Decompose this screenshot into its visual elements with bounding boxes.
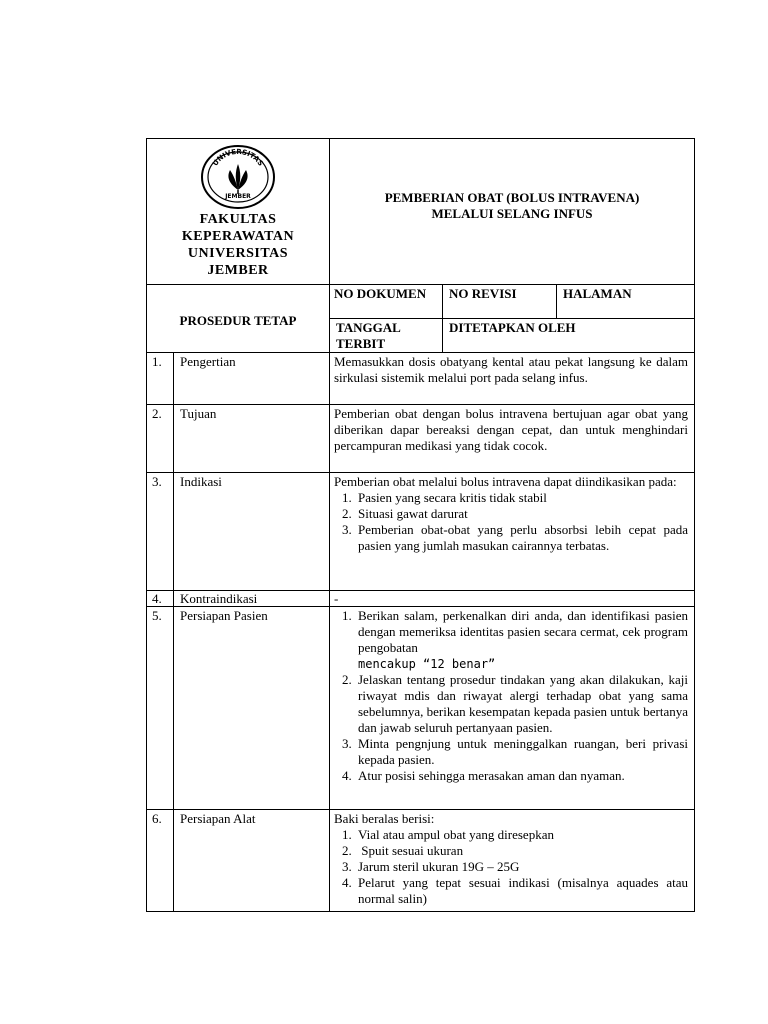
list-item: 3. Minta pengnjung untuk meninggalkan ruangan, beri privasi kepada pasien.: [342, 736, 688, 767]
row-label: Indikasi: [180, 474, 222, 489]
row-label: Persiapan Pasien: [180, 608, 268, 623]
svg-text:UNIVERSITAS: UNIVERSITAS: [211, 147, 265, 168]
list-item: 4. Pelarut yang tepat sesuai indikasi (misalnya aquades atau normal salin): [342, 875, 688, 906]
row-intro: Baki beralas berisi:: [334, 811, 435, 826]
row-number: 5.: [152, 608, 162, 623]
row-label: Kontraindikasi: [180, 591, 258, 606]
row-label: Persiapan Alat: [180, 811, 256, 826]
row-number: 4.: [152, 591, 162, 606]
persiapan-alat-list: [334, 827, 688, 907]
faculty-name: FAKULTAS KEPERAWATAN UNIVERSITAS JEMBER: [181, 212, 295, 278]
row-label: Tujuan: [180, 406, 217, 421]
university-logo: [200, 144, 276, 210]
svg-text:JEMBER: JEMBER: [225, 193, 251, 200]
document-title: PEMBERIAN OBAT (BOLUS INTRAVENA) MELALUI SELANG INFUS: [384, 190, 640, 221]
row-content: Memasukkan dosis obatyang kental atau pekat langsung ke dalam sirkulasi sistemik melalui port pada selang infus.: [334, 354, 688, 385]
list-item: 2. Situasi gawat darurat: [342, 506, 468, 521]
row-number: 2.: [152, 406, 162, 421]
row-content: [334, 474, 688, 554]
list-item: 3. Jarum steril ukuran 19G – 25G: [342, 859, 520, 874]
list-item: 2. Spuit sesuai ukuran: [342, 843, 464, 858]
row-label: Pengertian: [180, 354, 236, 369]
row-number: 3.: [152, 474, 162, 489]
list-item: 1. Pasien yang secara kritis tidak stabil: [342, 490, 547, 505]
row-number: 1.: [152, 354, 162, 369]
row-content: -: [334, 591, 339, 606]
row-content: [334, 608, 688, 784]
tanggal-terbit-label: TANGGAL TERBIT: [336, 320, 401, 351]
indikasi-list: [334, 490, 688, 554]
list-item: 3. Pemberian obat-obat yang perlu absorbsi lebih cepat pada pasien yang jumlah masukan cairannya terbatas.: [342, 522, 688, 553]
row-content: Pemberian obat dengan bolus intravena bertujuan agar obat yang diberikan dapar bereaksi dengan cepat, dan untuk menghindari percampuran medikasi yang tidak cocok.: [334, 406, 688, 453]
list-item: 1. Berikan salam, perkenalkan diri anda, dan identifikasi pasien dengan memeriksa identitas pasien secara cermat, cek program pengobatan mencakup “12 benar”: [342, 608, 688, 671]
persiapan-pasien-list: [334, 608, 688, 784]
no-dokumen-label: NO DOKUMEN: [334, 286, 427, 301]
list-item: 1. Vial atau ampul obat yang diresepkan: [342, 827, 554, 842]
row-content: [334, 811, 688, 907]
list-item: 4. Atur posisi sehingga merasakan aman dan nyaman.: [342, 768, 625, 783]
halaman-label: HALAMAN: [563, 286, 632, 301]
row-number: 6.: [152, 811, 162, 826]
list-item: 2. Jelaskan tentang prosedur tindakan yang akan dilakukan, kaji riwayat mdis dan riwayat alergi terhadap obat yang sama sebelumnya, berikan kesempatan kepada pasien untuk bertanya dan jawab seluruh pertanyaan pasien.: [342, 672, 688, 735]
row-intro: Pemberian obat melalui bolus intravena dapat diindikasikan pada:: [334, 474, 677, 489]
no-revisi-label: NO REVISI: [449, 286, 517, 301]
procedure-label: PROSEDUR TETAP: [179, 313, 297, 328]
ditetapkan-oleh-label: DITETAPKAN OLEH: [449, 320, 576, 335]
